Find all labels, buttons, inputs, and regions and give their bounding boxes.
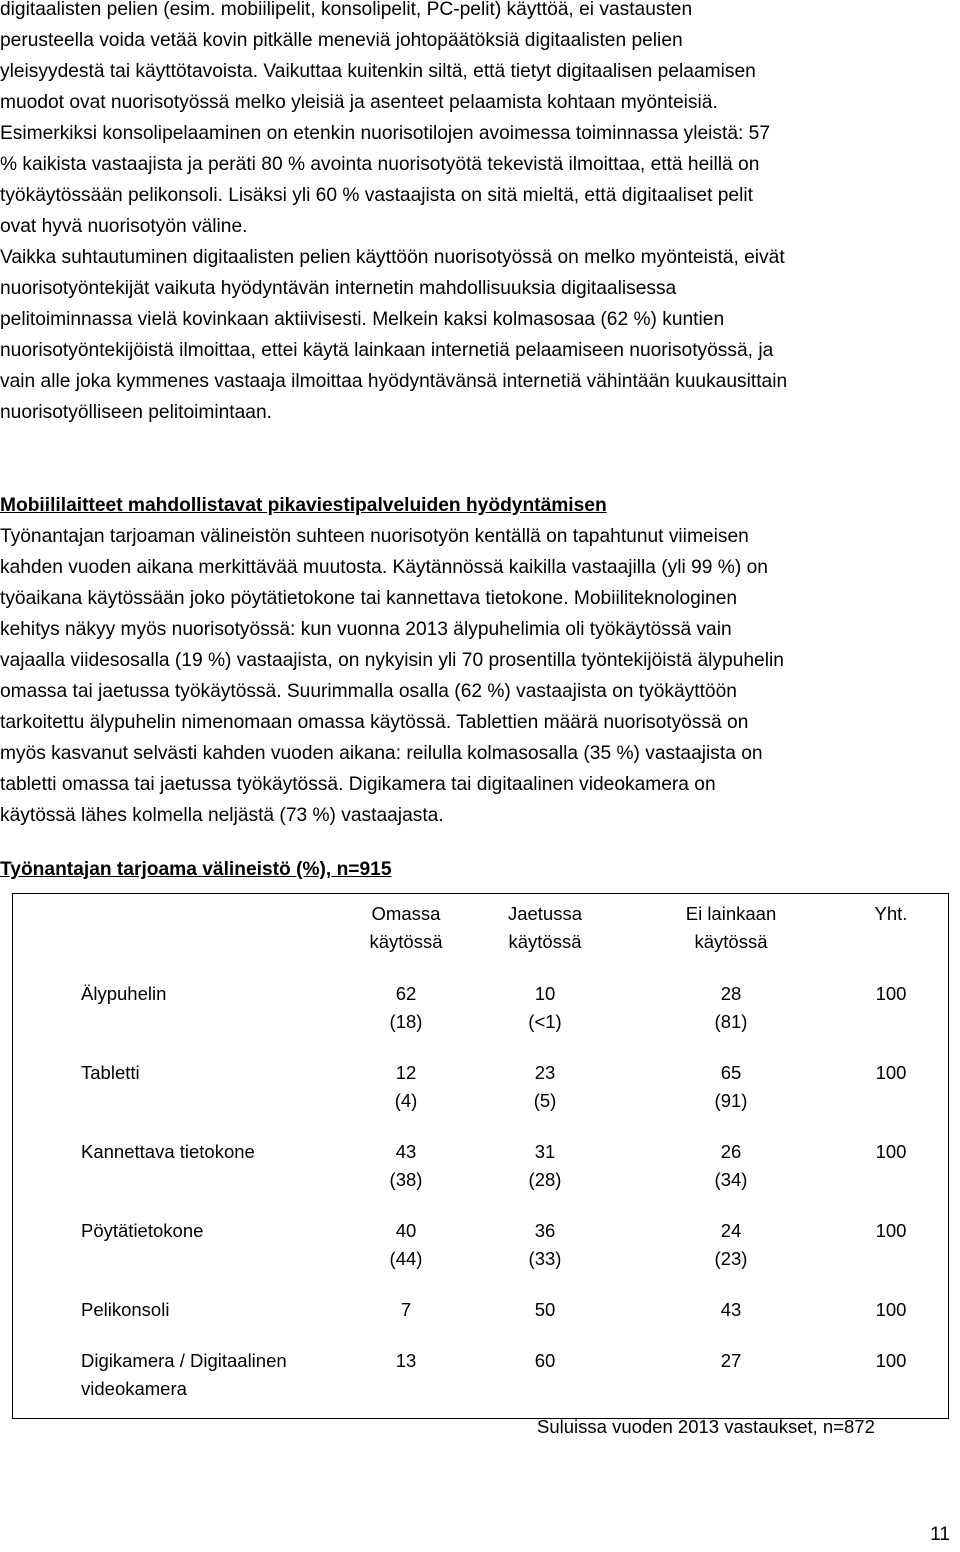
table-cell: 26	[720, 1141, 742, 1162]
table-cell-total: 100	[875, 1220, 907, 1241]
table-cell: 28	[720, 983, 742, 1004]
text-line: digitaalisten pelien (esim. mobiilipelit, konsolipelit, PC-pelit) käyttöä, ei vastausten	[0, 0, 693, 20]
section-heading-text: Mobiililaitteet mahdollistavat pikaviestipalveluiden hyödyntämisen	[0, 495, 607, 516]
section-heading	[0, 490, 958, 521]
table-cell: 62	[395, 983, 417, 1004]
text-line: kehitys näkyy myös nuorisotyössä: kun vuonna 2013 älypuhelimia oli työkäytössä vain	[0, 619, 732, 640]
table-title: Työnantajan tarjoama välineistö (%), n=915	[0, 859, 392, 880]
table-cell-total: 100	[875, 1141, 907, 1162]
text-line: yleisyydestä tai käyttötavoista. Vaikuttaa kuitenkin siltä, että tietyt digitaalisen pelaamisen	[0, 61, 756, 82]
text-line: Vaikka suhtautuminen digitaalisten pelien käyttöön nuorisotyössä on melko myönteistä, eivät	[0, 247, 785, 268]
table-cell-2013: (34)	[714, 1169, 748, 1190]
text-line: omassa tai jaetussa työkäytössä. Suurimmalla osalla (62 %) vastaajista on työkäyttöön	[0, 681, 737, 702]
text-line: tarkoitettu älypuhelin nimenomaan omassa käytössä. Tablettien määrä nuorisotyössä on	[0, 712, 749, 733]
text-line: nuorisotyölliseen pelitoimintaan.	[0, 402, 272, 423]
table-cell-2013: (44)	[389, 1248, 423, 1269]
table-cell-total: 100	[875, 983, 907, 1004]
row-label: Pöytätietokone	[81, 1220, 204, 1241]
table-cell-2013: (81)	[714, 1011, 748, 1032]
table-cell-2013: (5)	[533, 1090, 557, 1111]
table-cell: 7	[400, 1299, 412, 1320]
row-label: Älypuhelin	[81, 983, 167, 1004]
table-cell: 65	[720, 1062, 742, 1083]
column-header: käytössä	[508, 931, 582, 952]
table-cell-2013: (18)	[389, 1011, 423, 1032]
text-line: muodot ovat nuorisotyössä melko yleisiä ja asenteet pelaamista kohtaan myönteisiä.	[0, 92, 718, 113]
row-label: Tabletti	[81, 1062, 140, 1083]
text-line: perusteella voida vetää kovin pitkälle meneviä johtopäätöksiä digitaalisten pelien	[0, 30, 683, 51]
table-cell: 60	[534, 1350, 556, 1371]
table-cell-2013: (33)	[528, 1248, 562, 1269]
text-line: vain alle joka kymmenes vastaaja ilmoittaa hyödyntävänsä internetiä vähintään kuukausittain	[0, 371, 788, 392]
row-label: Digikamera / Digitaalinen	[81, 1350, 287, 1371]
column-header: käytössä	[369, 931, 443, 952]
table-cell-2013: (23)	[714, 1248, 748, 1269]
table-cell: 43	[395, 1141, 417, 1162]
table-cell: 27	[720, 1350, 742, 1371]
text-line: työaikana käytössään joko pöytätietokone tai kannettava tietokone. Mobiiliteknologinen	[0, 588, 738, 609]
table-cell-total: 100	[875, 1299, 907, 1320]
text-line: tabletti omassa tai jaetussa työkäytössä. Digikamera tai digitaalinen videokamera on	[0, 774, 716, 795]
column-header: Omassa	[371, 903, 441, 924]
table-cell-total: 100	[875, 1062, 907, 1083]
page-number: 11	[930, 1524, 950, 1545]
text-line: nuorisotyöntekijöistä ilmoittaa, ettei käytä lainkaan internetiä pelaamiseen nuorisotyössä, ja	[0, 340, 774, 361]
table-cell: 50	[534, 1299, 556, 1320]
text-line: vajaalla viidesosalla (19 %) vastaajista, on nykyisin yli 70 prosentilla työntekijöistä älypuhelin	[0, 650, 784, 671]
paragraph-mobile-devices	[0, 521, 958, 831]
column-header: Jaetussa	[507, 903, 583, 924]
text-line: nuorisotyöntekijät vaikuta hyödyntävän internetin mahdollisuuksia digitaalisessa	[0, 278, 677, 299]
row-label: videokamera	[81, 1378, 187, 1399]
table-cell: 24	[720, 1220, 742, 1241]
column-header: Ei lainkaan	[685, 903, 777, 924]
table-cell: 40	[395, 1220, 417, 1241]
table-cell-2013: (91)	[714, 1090, 748, 1111]
table-cell: 36	[534, 1220, 556, 1241]
text-line: myös kasvanut selvästi kahden vuoden aikana: reilulla kolmasosalla (35 %) vastaajista on	[0, 743, 763, 764]
text-line: ovat hyvä nuorisotyön väline.	[0, 216, 248, 237]
table-cell: 12	[395, 1062, 417, 1083]
table-cell: 13	[395, 1350, 417, 1371]
table-note: Suluissa vuoden 2013 vastaukset, n=872	[537, 1416, 875, 1437]
table-cell-total: 100	[875, 1350, 907, 1371]
table-cell-2013: (28)	[528, 1169, 562, 1190]
column-header: käytössä	[694, 931, 768, 952]
paragraph-internet-use	[0, 242, 958, 428]
column-header: Yht.	[874, 903, 908, 924]
text-line: käytössä lähes kolmella neljästä (73 %) vastaajasta.	[0, 805, 444, 826]
table-cell: 23	[534, 1062, 556, 1083]
table-cell-2013: (38)	[389, 1169, 423, 1190]
text-line: kahden vuoden aikana merkittävää muutosta. Käytännössä kaikilla vastaajilla (yli 99 %) on	[0, 557, 768, 578]
text-line: Esimerkiksi konsolipelaaminen on etenkin nuorisotilojen avoimessa toiminnassa yleistä: 57	[0, 123, 771, 144]
text-line: Työnantajan tarjoaman välineistön suhteen nuorisotyön kentällä on tapahtunut viimeisen	[0, 526, 749, 547]
row-label: Kannettava tietokone	[81, 1141, 255, 1162]
table-cell-2013: (<1)	[528, 1011, 562, 1032]
text-line: työkäytössään pelikonsoli. Lisäksi yli 60 % vastaajista on sitä mieltä, että digitaaliset pelit	[0, 185, 753, 206]
equipment-table	[12, 893, 949, 1419]
text-line: % kaikista vastaajista ja peräti 80 % avointa nuorisotyötä tekevistä ilmoittaa, että heillä on	[0, 154, 760, 175]
table-cell: 31	[534, 1141, 556, 1162]
row-label: Pelikonsoli	[81, 1299, 170, 1320]
table-cell-2013: (4)	[394, 1090, 418, 1111]
table-cell: 43	[720, 1299, 742, 1320]
paragraph-digital-games	[0, 0, 958, 242]
text-line: pelitoiminnassa vielä kovinkaan aktiivisesti. Melkein kaksi kolmasosaa (62 %) kuntien	[0, 309, 725, 330]
table-cell: 10	[534, 983, 556, 1004]
